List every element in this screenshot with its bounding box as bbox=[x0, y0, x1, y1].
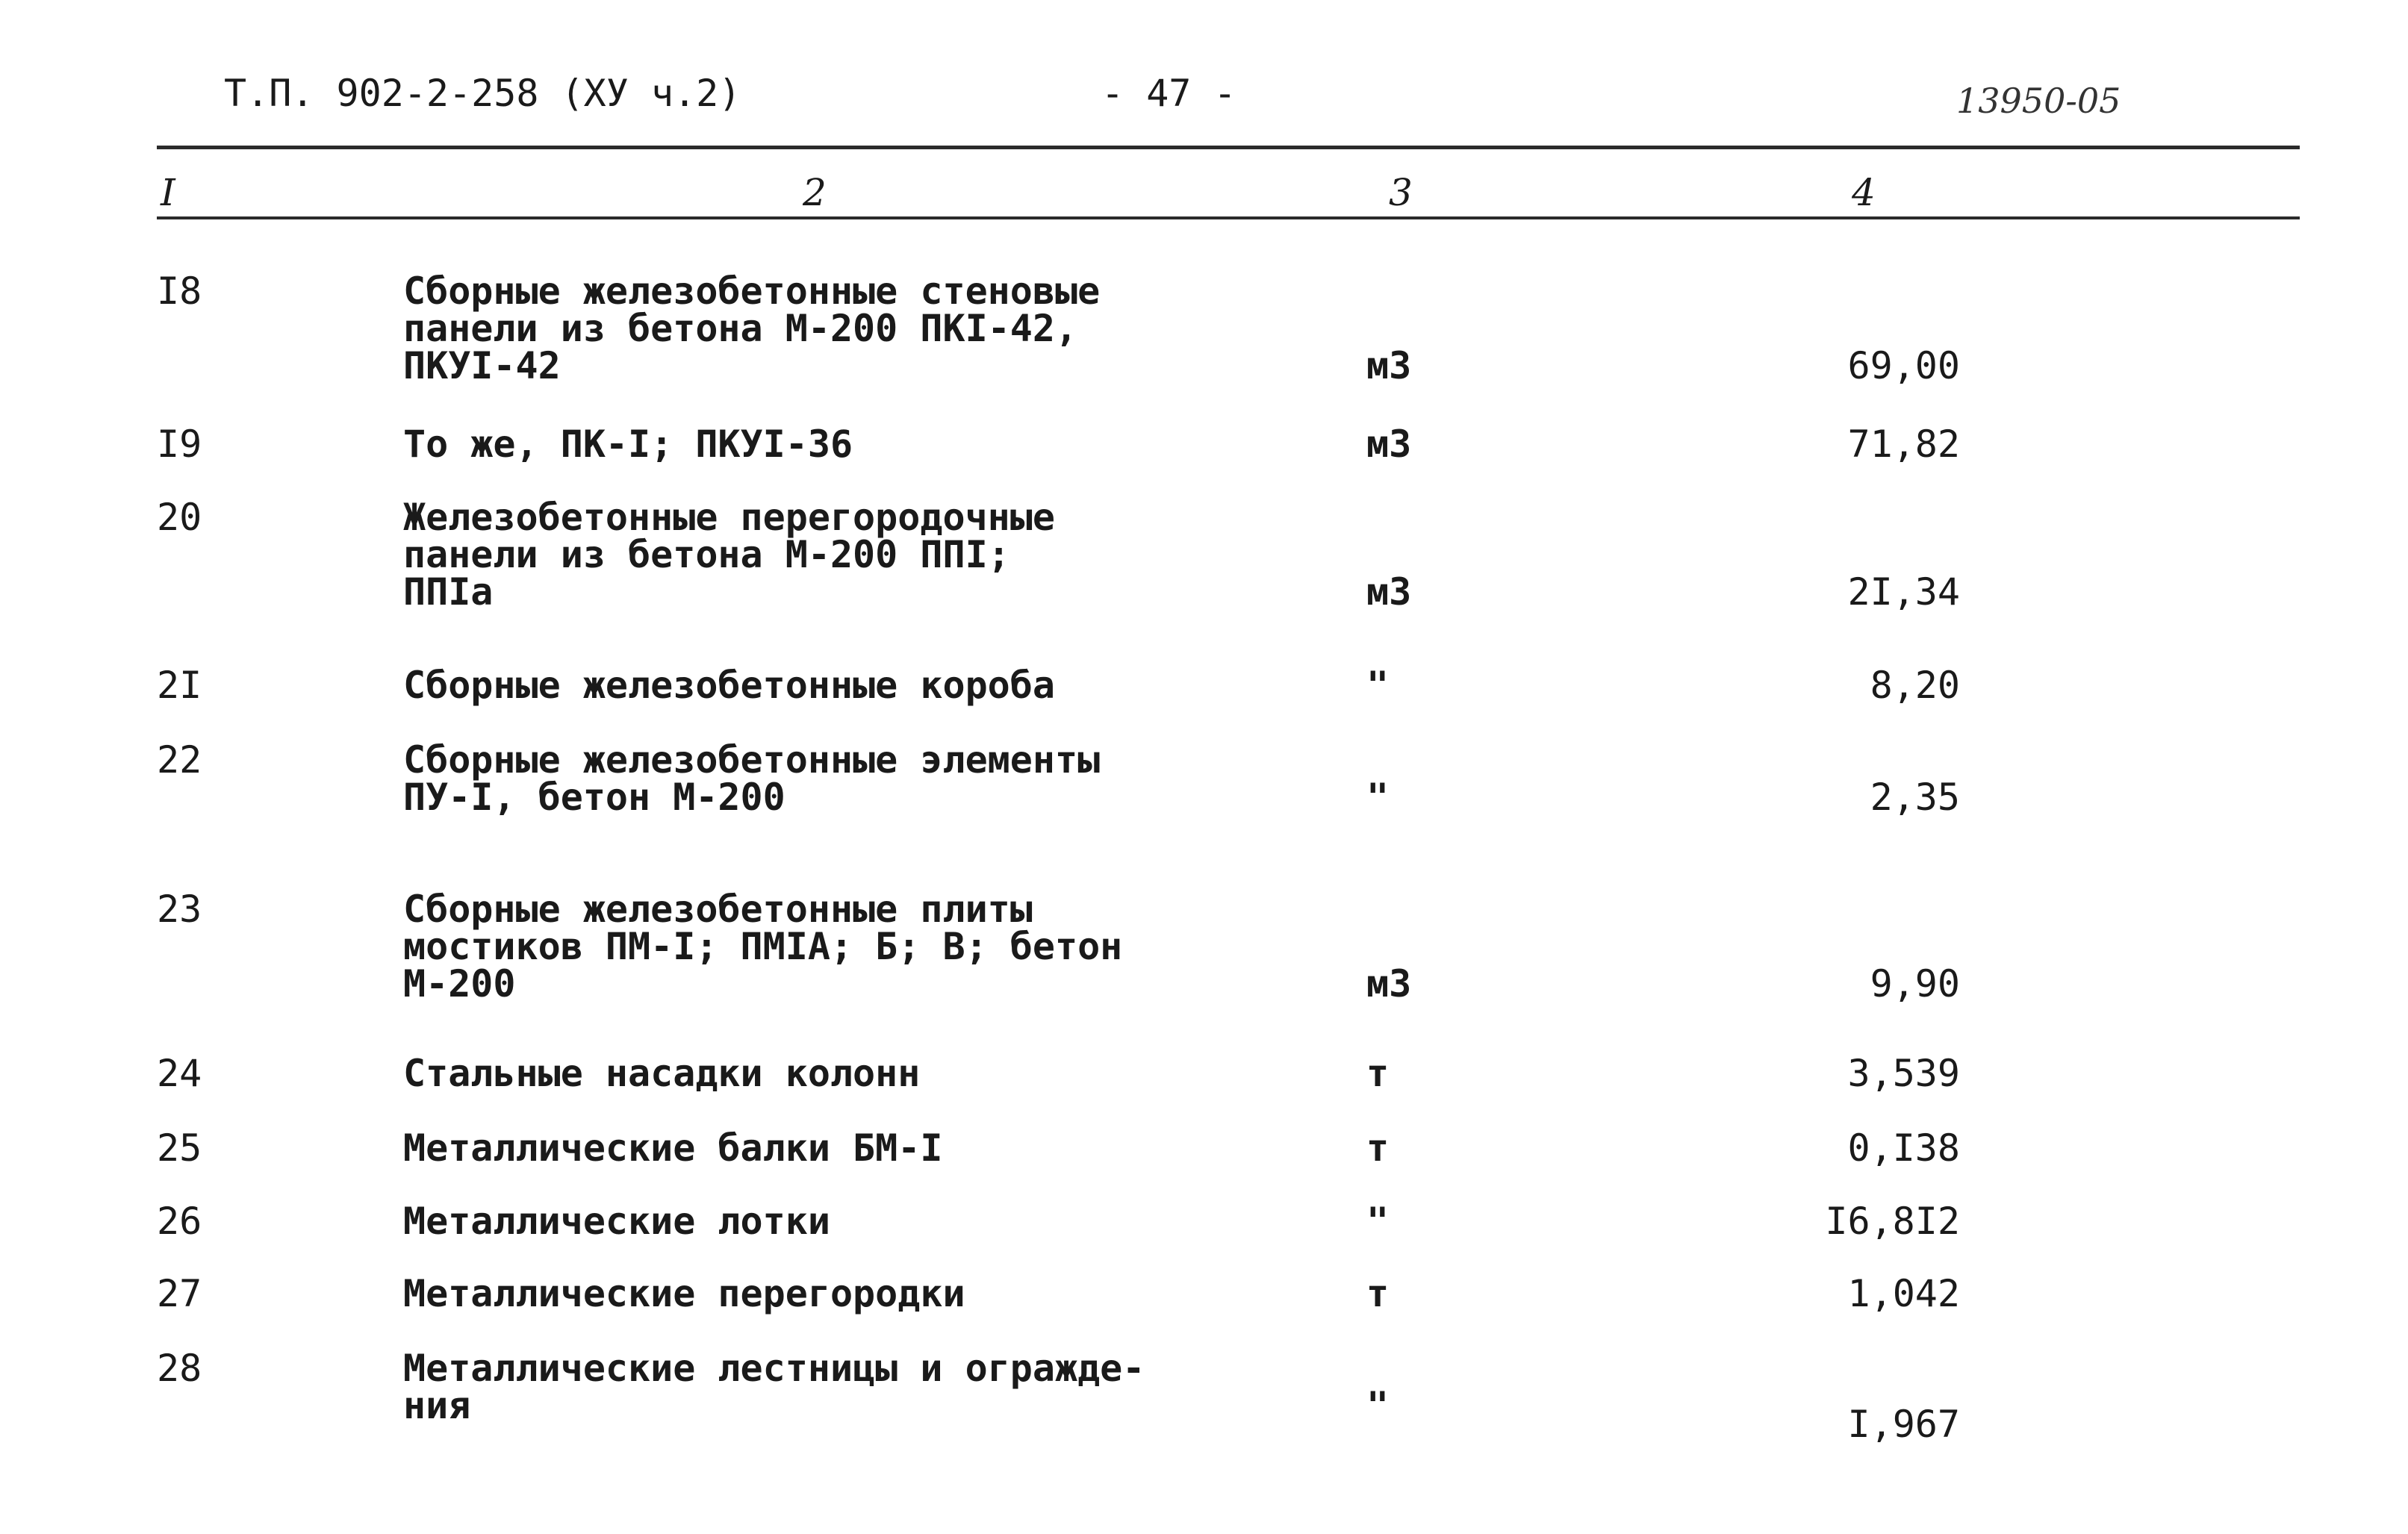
row-name: Стальные насадки колонн bbox=[403, 1052, 921, 1095]
row-unit: м3 bbox=[1366, 962, 1412, 1005]
row-unit: т bbox=[1366, 1052, 1390, 1095]
row-value: I,967 bbox=[1847, 1403, 1960, 1446]
page-number: - 47 - bbox=[1101, 72, 1236, 115]
row-value: I6,8I2 bbox=[1825, 1200, 1960, 1243]
column-header-3: 3 bbox=[1389, 171, 1413, 214]
column-header-4: 4 bbox=[1852, 171, 1876, 214]
row-number: 23 bbox=[157, 888, 202, 931]
row-value: 2,35 bbox=[1870, 776, 1960, 819]
row-value: 0,I38 bbox=[1847, 1126, 1960, 1170]
row-name: Железобетонные перегородочные панели из бетона М-200 ППI; ППIа bbox=[403, 496, 1055, 614]
row-unit: " bbox=[1366, 1384, 1390, 1427]
row-number: 22 bbox=[157, 738, 202, 782]
row-unit: м3 bbox=[1366, 344, 1412, 387]
row-unit: " bbox=[1366, 1200, 1390, 1243]
row-value: 1,042 bbox=[1847, 1272, 1960, 1315]
archive-number: 13950-05 bbox=[1956, 81, 2121, 121]
row-number: 27 bbox=[157, 1272, 202, 1315]
row-number: 26 bbox=[157, 1200, 202, 1243]
row-number: I9 bbox=[157, 423, 202, 466]
row-number: 25 bbox=[157, 1126, 202, 1170]
row-name: Сборные железобетонные короба bbox=[403, 664, 1055, 707]
row-unit: м3 bbox=[1366, 570, 1412, 614]
row-name: Сборные железобетонные плиты мостиков ПМ-I; ПМIА; Б; В; бетон М-200 bbox=[403, 888, 1123, 1005]
row-unit: " bbox=[1366, 776, 1390, 819]
row-value: 8,20 bbox=[1870, 664, 1960, 707]
row-number: 28 bbox=[157, 1347, 202, 1390]
row-name: Металлические лестницы и огражде- ния bbox=[403, 1347, 1145, 1427]
row-name: Металлические лотки bbox=[403, 1200, 830, 1243]
row-unit: т bbox=[1366, 1272, 1390, 1315]
column-header-2: 2 bbox=[803, 171, 827, 214]
row-name: Сборные железобетонные элементы ПУ-I, бетон М-200 bbox=[403, 738, 1101, 819]
row-value: 9,90 bbox=[1870, 962, 1960, 1005]
row-value: 69,00 bbox=[1847, 344, 1960, 387]
row-value: 71,82 bbox=[1847, 423, 1960, 466]
row-unit: " bbox=[1366, 664, 1390, 707]
row-number: 20 bbox=[157, 496, 202, 539]
row-name: Сборные железобетонные стеновые панели из бетона М-200 ПКI-42, ПКУI-42 bbox=[403, 269, 1101, 387]
row-name: Металлические балки БМ-I bbox=[403, 1126, 943, 1170]
row-name: То же, ПК-I; ПКУI-36 bbox=[403, 423, 853, 466]
header-rule-bottom bbox=[157, 216, 2300, 219]
header-rule-top bbox=[157, 146, 2300, 149]
row-unit: м3 bbox=[1366, 423, 1412, 466]
row-name: Металлические перегородки bbox=[403, 1272, 965, 1315]
row-number: 24 bbox=[157, 1052, 202, 1095]
doc-ref: Т.П. 902-2-258 (ХУ ч.2) bbox=[224, 72, 741, 115]
column-header-1: I bbox=[161, 171, 175, 214]
row-number: 2I bbox=[157, 664, 202, 707]
row-unit: т bbox=[1366, 1126, 1390, 1170]
row-value: 2I,34 bbox=[1847, 570, 1960, 614]
row-value: 3,539 bbox=[1847, 1052, 1960, 1095]
row-number: I8 bbox=[157, 269, 202, 313]
